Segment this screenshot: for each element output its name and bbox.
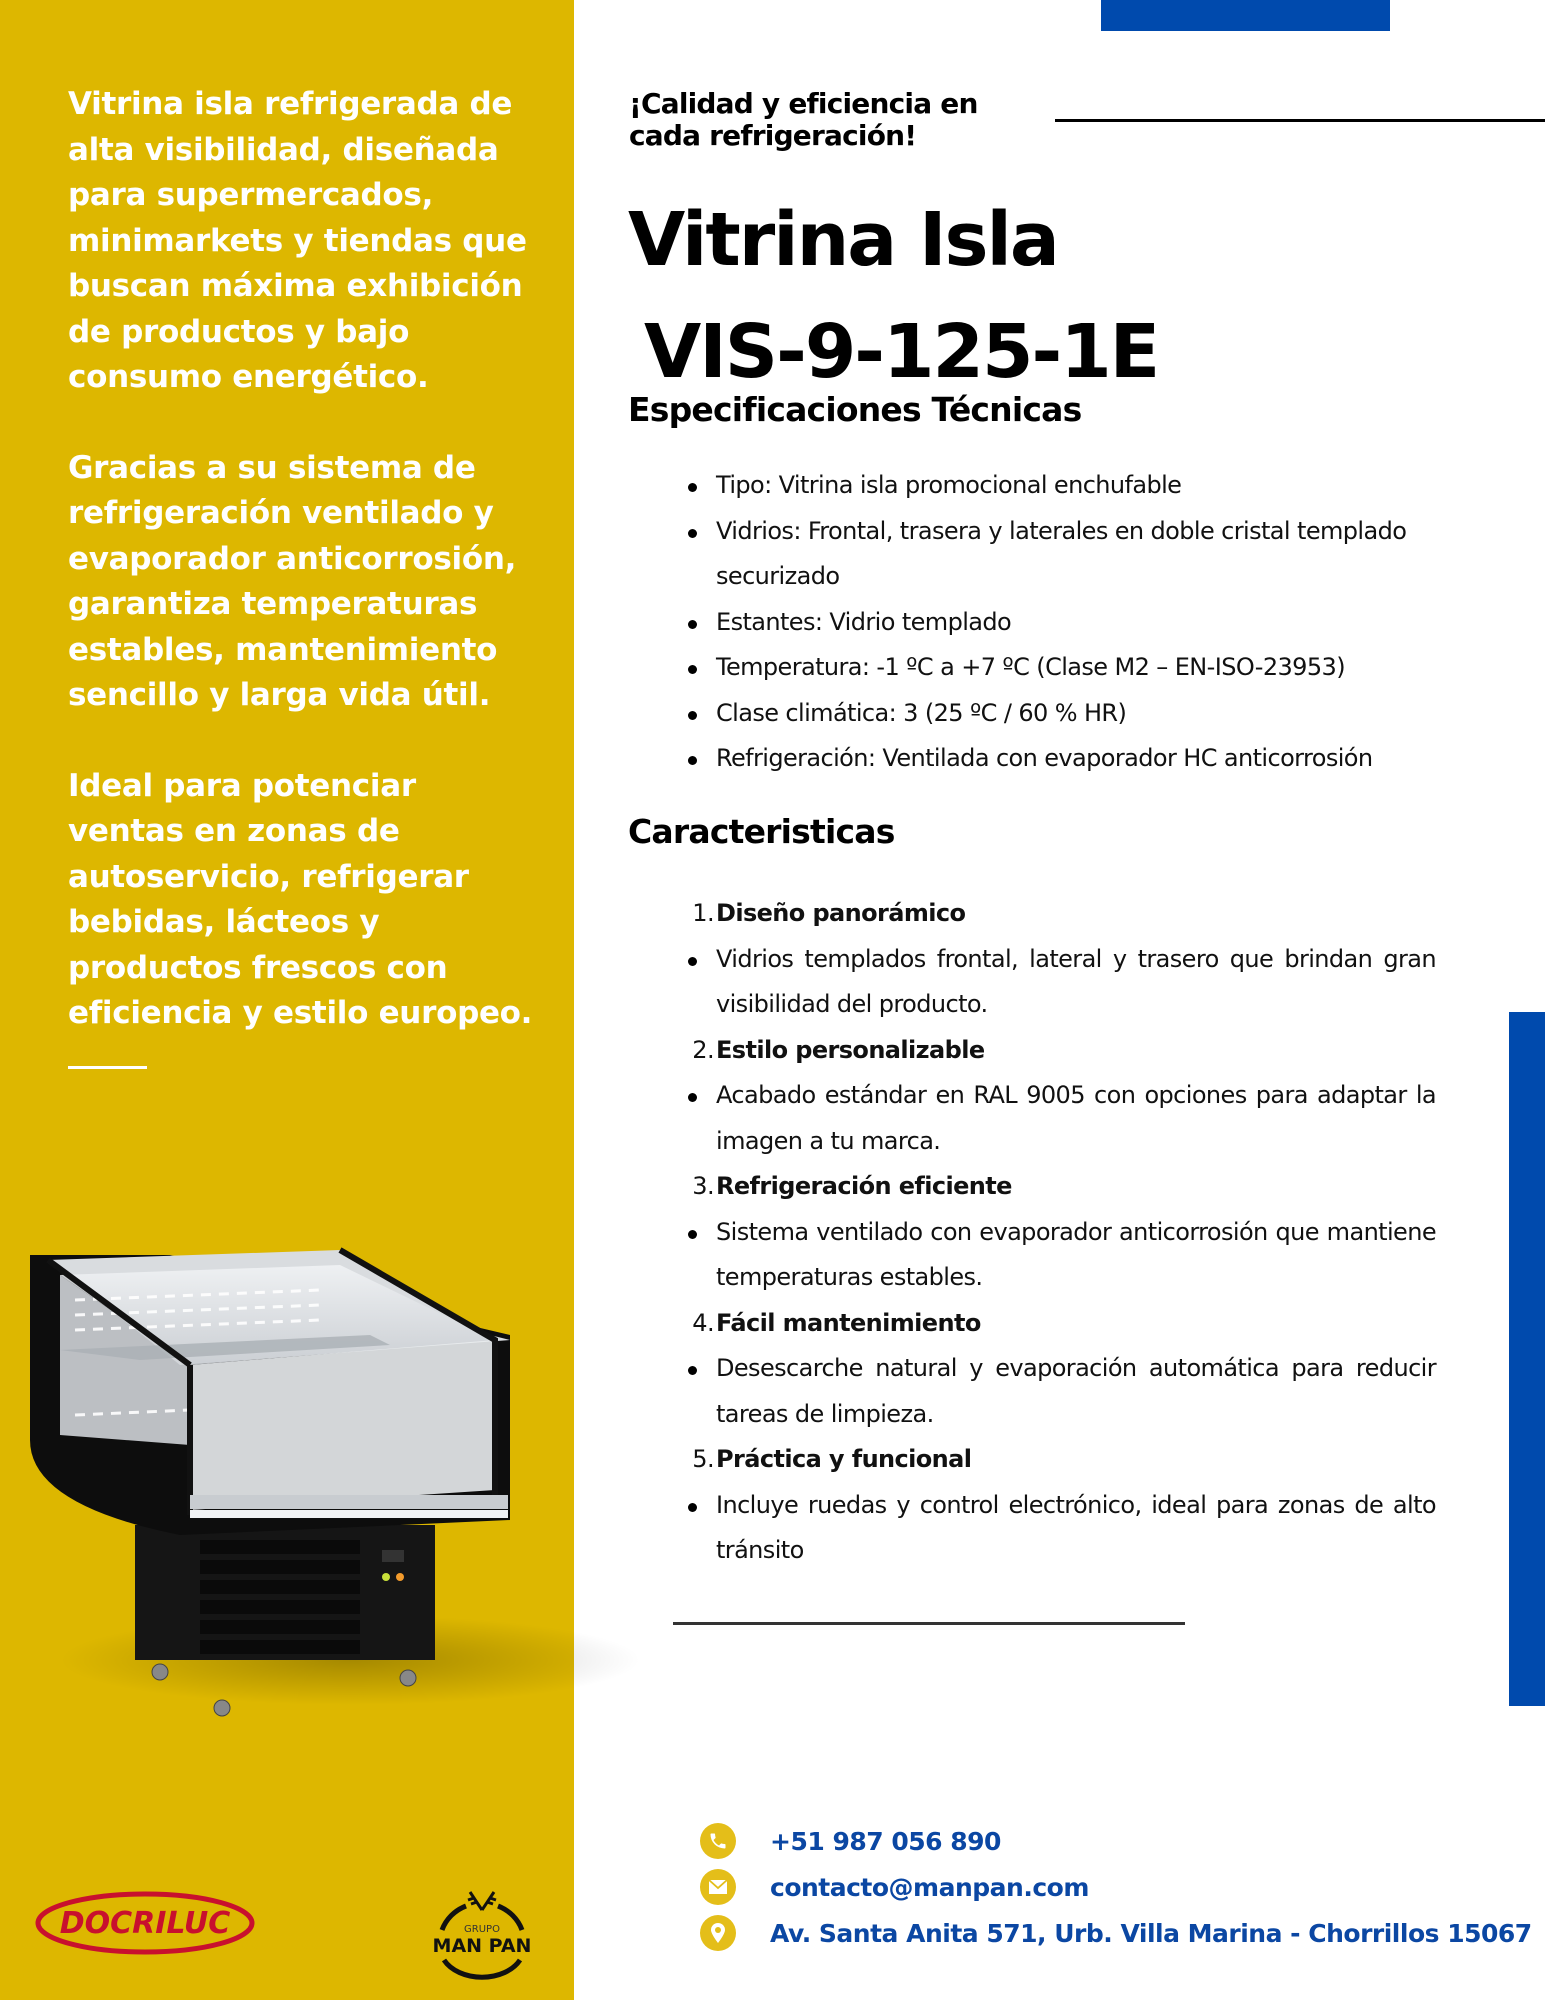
spec-item: Temperatura: -1 ºC a +7 ºC (Clase M2 – EN-ISO-23953) [684,645,1504,691]
specs-heading: Especificaciones Técnicas [628,390,1082,429]
contact-phone[interactable] [700,1818,1532,1864]
product-image [20,1240,640,1720]
feature-number: 4. [692,1308,714,1337]
intro-paragraph-2: Gracias a su sistema de refrigeración ventilado y evaporador anticorrosión, garantiza temperaturas estables, mantenimiento sencillo y larga vida útil. [68,449,517,713]
intro-paragraph-1: Vitrina isla refrigerada de alta visibilidad, diseñada para supermercados, minimarkets y tiendas que buscan máxima exhibición de productos y bajo consumo energético. [68,86,527,395]
feature-number: 5. [692,1445,714,1473]
phone-number[interactable]: +51 987 056 890 [770,1826,1001,1856]
spec-item: Estantes: Vidrio templado [684,600,1504,646]
docriluc-logo-text: DOCRILUC [59,1906,231,1941]
spec-item: Refrigeración: Ventilada con evaporador HC anticorrosión [684,736,1504,782]
spec-item: Clase climática: 3 (25 ºC / 60 % HR) [684,691,1504,737]
orange-indicator [396,1573,404,1581]
product-title [628,184,1158,408]
feature-number: 3. [692,1172,714,1200]
feature-description: Incluye ruedas y control electrónico, ideal para zonas de alto tránsito [684,1483,1436,1574]
tagline-line-2: cada refrigeración! [629,119,917,152]
temperature-display [382,1550,404,1562]
tagline-divider [1055,119,1545,122]
wheat-icon [468,1892,496,1910]
intro-paragraph-3: Ideal para potenciar ventas en zonas de autoservicio, refrigerar bebidas, lácteos y productos frescos con eficiencia y estilo europeo. [68,767,533,1031]
intro-text [68,82,538,1037]
feature-title [684,1164,1436,1210]
feature-description: Vidrios templados frontal, lateral y trasero que brindan gran visibilidad del producto. [684,937,1436,1028]
contact-email[interactable] [700,1864,1532,1910]
top-accent-bar [1101,0,1390,31]
feature-title [684,1301,1436,1347]
feature-description: Sistema ventilado con evaporador anticorrosión que mantiene temperaturas estables. [684,1210,1436,1301]
feature-description: Acabado estándar en RAL 9005 con opciones para adaptar la imagen a tu marca. [684,1073,1436,1164]
manpan-grupo-text: GRUPO [464,1924,500,1935]
mail-icon [700,1869,736,1905]
feature-title-text: Diseño panorámico [716,899,966,927]
docriluc-logo [34,1890,256,1956]
feature-description: Desescarche natural y evaporación automática para reducir tareas de limpieza. [684,1346,1436,1437]
features-divider [673,1622,1185,1625]
feature-title-text: Fácil mantenimiento [716,1308,981,1337]
spec-item: Tipo: Vitrina isla promocional enchufable [684,463,1504,509]
tagline [629,88,978,152]
street-address[interactable]: Av. Santa Anita 571, Urb. Villa Marina - Chorrillos 15067 [770,1918,1532,1948]
features-heading: Caracteristicas [628,812,895,851]
feature-title [684,1437,1436,1483]
contact-info [700,1818,1532,1956]
intro-divider [68,1066,147,1069]
phone-icon [700,1823,736,1859]
spec-item: Vidrios: Frontal, trasera y laterales en doble cristal templado securizado [684,509,1504,600]
tagline-line-1: ¡Calidad y eficiencia en [629,87,978,120]
feature-title-text: Estilo personalizable [716,1035,985,1064]
product-model: VIS-9-125-1E [644,309,1159,395]
feature-title-text: Práctica y funcional [716,1445,972,1473]
right-accent-bar [1509,1012,1545,1706]
feature-title [684,1028,1436,1074]
green-indicator [382,1573,390,1581]
email-address[interactable]: contacto@manpan.com [770,1872,1089,1902]
location-pin-icon [700,1915,736,1951]
manpan-name-text: MAN PAN [432,1935,532,1957]
features-list [684,891,1436,1574]
feature-number: 2. [692,1035,714,1064]
feature-number: 1. [692,899,714,927]
manpan-logo [430,1882,534,1982]
specs-list [684,463,1504,782]
contact-address[interactable] [700,1910,1532,1956]
feature-title [684,891,1436,937]
feature-title-text: Refrigeración eficiente [716,1172,1012,1200]
product-title-line-1: Vitrina Isla [628,197,1058,283]
